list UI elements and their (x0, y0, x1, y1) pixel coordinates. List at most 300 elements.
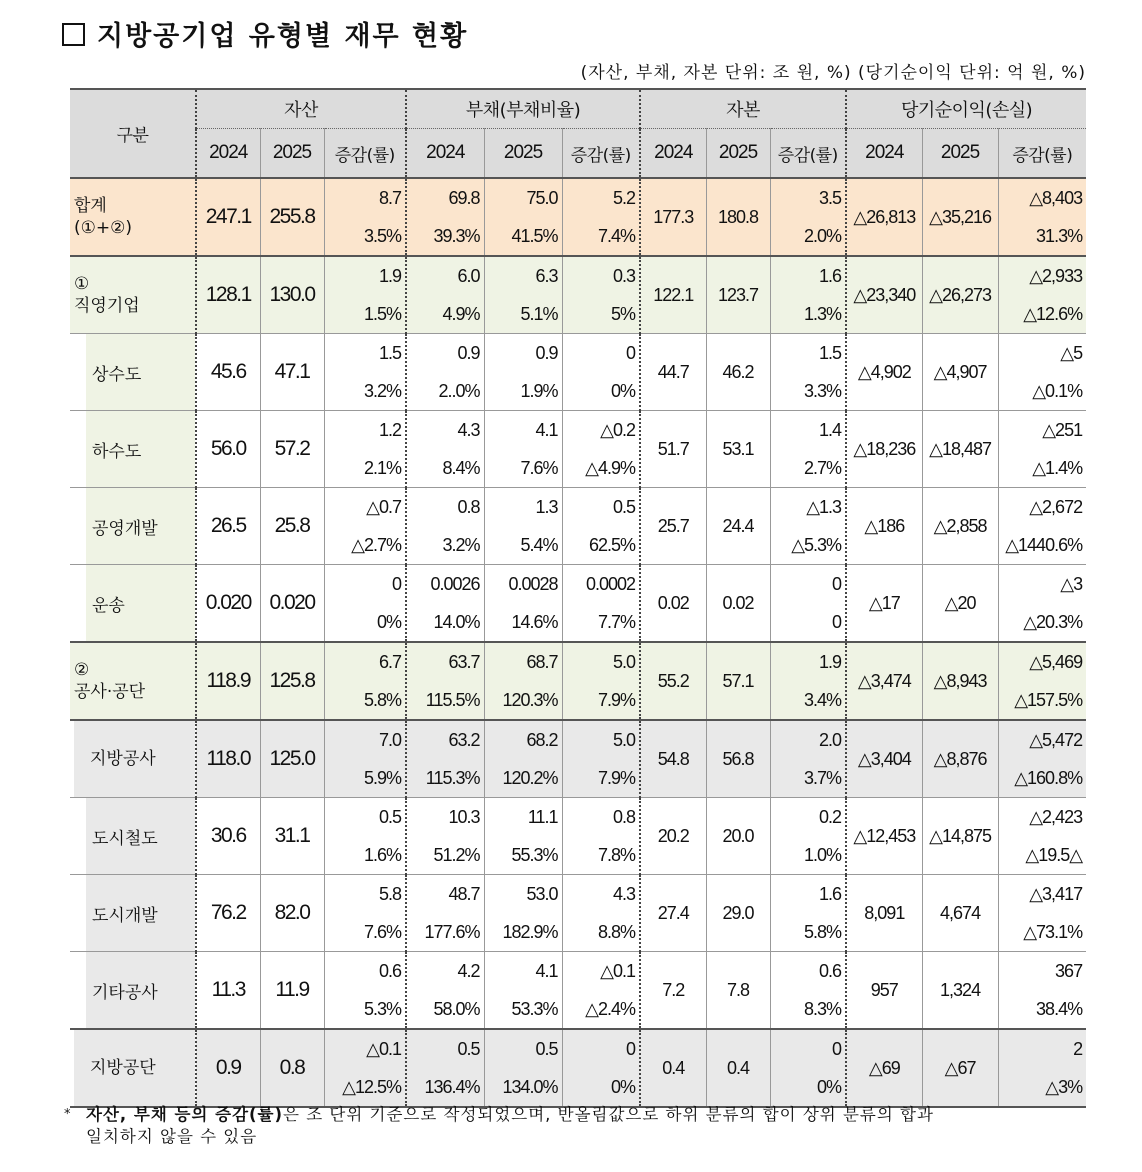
header-group-income: 당기순이익(손실) (846, 89, 1086, 129)
change-rate: 38.4% (1036, 999, 1083, 1019)
table-row (70, 1029, 1086, 1107)
change-value: 0.6 (819, 961, 842, 981)
change-cell (562, 798, 640, 875)
row-label-cell (70, 875, 196, 952)
change-cell (406, 565, 484, 643)
change-rate: △2.4% (585, 999, 636, 1019)
change-rate: 7.9% (598, 690, 636, 710)
change-value: 1.6 (819, 266, 842, 286)
row-label-cell (70, 720, 196, 798)
change-rate: 2..0% (438, 381, 480, 401)
change-value: 0.0026 (430, 574, 480, 594)
change-cell (998, 178, 1086, 256)
header-year: 2025 (922, 129, 998, 179)
footnote-mark: * (64, 1107, 72, 1122)
change-rate: 0% (817, 1077, 842, 1097)
header-group-debt: 부채(부채비율) (406, 89, 640, 129)
value-cell: 130.0 (260, 256, 324, 334)
change-rate: 7.9% (598, 768, 636, 788)
change-rate: △19.5△ (1025, 845, 1083, 865)
row-label: 하수도 (86, 411, 195, 487)
value-cell: △23,340 (846, 256, 922, 334)
value-cell: 0.02 (706, 565, 770, 643)
change-value: 5.0 (613, 652, 636, 672)
table-row (70, 256, 1086, 334)
change-value: 1.9 (378, 266, 402, 286)
value-cell: 123.7 (706, 256, 770, 334)
value-cell: 0.4 (706, 1029, 770, 1107)
change-rate: 3.3% (804, 381, 842, 401)
table-row (70, 411, 1086, 488)
change-rate: 14.6% (511, 612, 558, 632)
change-cell (324, 720, 406, 798)
value-cell: 1,324 (922, 952, 998, 1030)
change-cell (998, 642, 1086, 720)
change-rate: 3.2% (363, 381, 402, 401)
change-cell (998, 798, 1086, 875)
value-cell: △4,902 (846, 334, 922, 411)
row-label: 지방공사 (74, 721, 195, 797)
change-rate: 2.1% (363, 458, 402, 478)
change-value: 5.8 (378, 884, 402, 904)
row-label-cell (70, 565, 196, 643)
row-label-cell: ② 공사·공단 (70, 642, 196, 720)
change-rate: 0% (611, 1077, 636, 1097)
change-rate: 62.5% (589, 535, 636, 555)
change-rate: 3.2% (442, 535, 480, 555)
change-value: 1.6 (819, 884, 842, 904)
change-value: △0.1 (600, 961, 636, 981)
row-label-cell (70, 952, 196, 1030)
value-cell: 82.0 (260, 875, 324, 952)
change-value: △1.3 (806, 497, 842, 517)
change-rate: 0% (611, 381, 636, 401)
change-cell (406, 642, 484, 720)
change-cell (770, 720, 846, 798)
change-rate: 5.1% (520, 304, 558, 324)
change-value: 68.2 (526, 730, 558, 750)
header-year: 2025 (484, 129, 562, 179)
row-label: 상수도 (86, 334, 195, 410)
change-value: △0.7 (366, 497, 402, 517)
change-rate: 53.3% (511, 999, 558, 1019)
change-value: 5.2 (613, 188, 636, 208)
value-cell: 255.8 (260, 178, 324, 256)
change-cell (484, 256, 562, 334)
change-cell (324, 1029, 406, 1107)
change-cell (562, 565, 640, 643)
change-cell (562, 875, 640, 952)
change-value: 69.8 (448, 188, 480, 208)
page-title (62, 14, 468, 53)
table-row (70, 488, 1086, 565)
change-cell (562, 720, 640, 798)
header-year: 2024 (640, 129, 706, 179)
row-label: 도시철도 (86, 798, 195, 874)
change-rate: △5.3% (791, 535, 842, 555)
value-cell: 44.7 (640, 334, 706, 411)
change-value: 4.3 (613, 884, 636, 904)
change-rate: △2.7% (351, 535, 402, 555)
value-cell: 0.9 (196, 1029, 260, 1107)
change-cell (998, 334, 1086, 411)
change-rate: 115.5% (425, 690, 480, 710)
change-cell (484, 1029, 562, 1107)
change-cell (562, 334, 640, 411)
value-cell: 57.2 (260, 411, 324, 488)
table-row (70, 334, 1086, 411)
value-cell: △2,858 (922, 488, 998, 565)
value-cell: 4,674 (922, 875, 998, 952)
change-value: △2,672 (1029, 497, 1083, 517)
row-label: 도시개발 (86, 875, 195, 951)
value-cell: 957 (846, 952, 922, 1030)
value-cell: 125.8 (260, 642, 324, 720)
change-value: △0.2 (600, 420, 636, 440)
row-label-cell: ① 직영기업 (70, 256, 196, 334)
change-rate: 7.8% (598, 845, 636, 865)
value-cell: 30.6 (196, 798, 260, 875)
change-cell (998, 720, 1086, 798)
value-cell: 56.0 (196, 411, 260, 488)
header-year: 2024 (196, 129, 260, 179)
change-value: 0.6 (378, 961, 402, 981)
change-rate: △1.4% (1032, 458, 1083, 478)
change-rate: 7.4% (598, 226, 636, 246)
change-value: 63.7 (448, 652, 480, 672)
change-value: △2,423 (1029, 807, 1083, 827)
table-row (70, 875, 1086, 952)
page-title-text: 지방공기업 유형별 재무 현황 (97, 21, 469, 52)
row-label-cell: 합계 (①+②) (70, 178, 196, 256)
value-cell: 25.8 (260, 488, 324, 565)
value-cell: △12,453 (846, 798, 922, 875)
change-cell (484, 875, 562, 952)
value-cell: 20.0 (706, 798, 770, 875)
change-rate: 0% (377, 612, 402, 632)
change-cell (770, 875, 846, 952)
value-cell: △8,943 (922, 642, 998, 720)
row-label-cell (70, 411, 196, 488)
change-cell (324, 334, 406, 411)
change-cell (406, 1029, 484, 1107)
change-cell (324, 411, 406, 488)
value-cell: 0.8 (260, 1029, 324, 1107)
change-rate: 7.6% (520, 458, 558, 478)
value-cell: 45.6 (196, 334, 260, 411)
change-cell (406, 488, 484, 565)
change-rate: △12.5% (342, 1077, 402, 1097)
value-cell: 26.5 (196, 488, 260, 565)
change-cell (562, 411, 640, 488)
value-cell: 0.02 (640, 565, 706, 643)
change-cell (406, 875, 484, 952)
change-value: 8.7 (378, 188, 402, 208)
change-cell (324, 256, 406, 334)
change-value: 1.3 (535, 497, 558, 517)
change-rate: 1.0% (804, 845, 842, 865)
change-rate: 5.9% (363, 768, 402, 788)
checkbox-square-icon (62, 23, 85, 46)
change-rate: △157.5% (1014, 690, 1083, 710)
change-value: 48.7 (448, 884, 480, 904)
change-cell (770, 256, 846, 334)
change-value: 0.2 (819, 807, 842, 827)
change-value: 0.5 (457, 1039, 480, 1059)
change-cell (484, 642, 562, 720)
change-value: 6.0 (457, 266, 480, 286)
change-value: 5.0 (613, 730, 636, 750)
change-value: 4.2 (457, 961, 480, 981)
value-cell: 46.2 (706, 334, 770, 411)
change-value: 0.5 (613, 497, 636, 517)
change-value: 1.2 (378, 420, 402, 440)
change-rate: 134.0% (502, 1077, 558, 1097)
change-cell (770, 565, 846, 643)
change-value: 7.0 (378, 730, 402, 750)
change-rate: 3.7% (804, 768, 842, 788)
value-cell: 118.0 (196, 720, 260, 798)
change-cell (484, 720, 562, 798)
value-cell: 11.3 (196, 952, 260, 1030)
change-rate: 31.3% (1036, 226, 1083, 246)
change-value: 3.5 (819, 188, 842, 208)
row-label-cell (70, 334, 196, 411)
header-change: 증감(률) (770, 129, 846, 179)
change-rate: 115.3% (425, 768, 480, 788)
change-cell (562, 178, 640, 256)
table-row (70, 178, 1086, 256)
change-rate: △160.8% (1014, 768, 1083, 788)
value-cell: 11.9 (260, 952, 324, 1030)
change-rate: 5.3% (363, 999, 402, 1019)
change-value: 1.9 (819, 652, 842, 672)
change-rate: 3.4% (804, 690, 842, 710)
value-cell: 247.1 (196, 178, 260, 256)
change-cell (324, 952, 406, 1030)
value-cell: 7.8 (706, 952, 770, 1030)
change-value: △5,472 (1029, 730, 1083, 750)
change-cell (484, 334, 562, 411)
change-rate: 7.6% (363, 922, 402, 942)
change-cell (770, 488, 846, 565)
change-value: 0.9 (535, 343, 558, 363)
value-cell: 8,091 (846, 875, 922, 952)
table-row (70, 798, 1086, 875)
change-value: 10.3 (448, 807, 480, 827)
change-rate: △12.6% (1023, 304, 1083, 324)
value-cell: 76.2 (196, 875, 260, 952)
change-cell (770, 642, 846, 720)
footnote-text-line2: 일치하지 않을 수 있음 (86, 1127, 258, 1146)
change-rate: △1440.6% (1005, 535, 1083, 555)
change-value: △0.1 (366, 1039, 402, 1059)
change-value: 4.1 (535, 961, 558, 981)
value-cell: 177.3 (640, 178, 706, 256)
header-year: 2024 (846, 129, 922, 179)
value-cell: 0.020 (196, 565, 260, 643)
table-row (70, 565, 1086, 643)
header-category: 구분 (70, 89, 196, 178)
value-cell: 27.4 (640, 875, 706, 952)
header-year: 2024 (406, 129, 484, 179)
change-rate: 1.6% (363, 845, 402, 865)
footnote-bold: 자산, 부채 등의 증감(률) (86, 1105, 284, 1124)
change-rate: 182.9% (502, 922, 558, 942)
change-cell (998, 1029, 1086, 1107)
change-value: 2 (1073, 1039, 1083, 1059)
change-cell (406, 334, 484, 411)
header-year: 2025 (706, 129, 770, 179)
change-rate: 5% (611, 304, 636, 324)
change-cell (562, 642, 640, 720)
value-cell: △26,273 (922, 256, 998, 334)
footnote-text: 은 조 단위 기준으로 작성되었으며, 반올림값으로 하위 분류의 합이 상위 분류의 합과 (283, 1105, 934, 1124)
value-cell: △18,487 (922, 411, 998, 488)
value-cell: △69 (846, 1029, 922, 1107)
value-cell: 25.7 (640, 488, 706, 565)
change-rate: 2.0% (804, 226, 842, 246)
value-cell: 128.1 (196, 256, 260, 334)
header-year: 2025 (260, 129, 324, 179)
change-cell (770, 952, 846, 1030)
value-cell: 122.1 (640, 256, 706, 334)
table-row (70, 952, 1086, 1030)
change-cell (324, 178, 406, 256)
change-cell (484, 411, 562, 488)
value-cell: 56.8 (706, 720, 770, 798)
row-label-cell (70, 488, 196, 565)
change-cell (998, 256, 1086, 334)
change-cell (484, 952, 562, 1030)
change-rate: 51.2% (433, 845, 480, 865)
value-cell: 24.4 (706, 488, 770, 565)
change-cell (770, 178, 846, 256)
value-cell: △8,876 (922, 720, 998, 798)
change-rate: △20.3% (1023, 612, 1083, 632)
change-value: 0.3 (613, 266, 636, 286)
value-cell: 57.1 (706, 642, 770, 720)
change-value: 0.5 (378, 807, 402, 827)
change-value: 0.0028 (508, 574, 558, 594)
change-value: 0 (832, 574, 842, 594)
change-rate: 8.8% (598, 922, 636, 942)
value-cell: 51.7 (640, 411, 706, 488)
change-rate: 0 (832, 612, 842, 632)
change-rate: 4.9% (442, 304, 480, 324)
change-cell (998, 488, 1086, 565)
change-rate: 14.0% (433, 612, 480, 632)
change-rate: 41.5% (511, 226, 558, 246)
change-value: 2.0 (819, 730, 842, 750)
table-body (70, 178, 1086, 1107)
value-cell: △67 (922, 1029, 998, 1107)
value-cell: △26,813 (846, 178, 922, 256)
unit-note: (자산, 부채, 자본 단위: 조 원, %) (당기순이익 단위: 억 원, %) (580, 63, 1086, 83)
table-row (70, 642, 1086, 720)
value-cell: 180.8 (706, 178, 770, 256)
change-cell (324, 798, 406, 875)
value-cell: 53.1 (706, 411, 770, 488)
change-value: 0 (832, 1039, 842, 1059)
change-rate: 5.8% (363, 690, 402, 710)
change-value: △8,403 (1029, 188, 1083, 208)
value-cell: 54.8 (640, 720, 706, 798)
change-value: 75.0 (526, 188, 558, 208)
change-cell (324, 488, 406, 565)
value-cell: 7.2 (640, 952, 706, 1030)
change-rate: 136.4% (424, 1077, 480, 1097)
change-rate: 177.6% (424, 922, 480, 942)
change-rate: 55.3% (511, 845, 558, 865)
change-cell (484, 178, 562, 256)
value-cell: 55.2 (640, 642, 706, 720)
value-cell: △17 (846, 565, 922, 643)
change-cell (324, 642, 406, 720)
change-cell (406, 178, 484, 256)
change-value: △5 (1060, 343, 1083, 363)
change-cell (998, 565, 1086, 643)
change-rate: 2.7% (804, 458, 842, 478)
change-cell (406, 411, 484, 488)
change-cell (770, 798, 846, 875)
header-group-capital: 자본 (640, 89, 846, 129)
change-value: 0 (626, 343, 636, 363)
change-cell (562, 1029, 640, 1107)
value-cell: △20 (922, 565, 998, 643)
header-change: 증감(률) (562, 129, 640, 179)
value-cell: 29.0 (706, 875, 770, 952)
change-value: 11.1 (527, 807, 558, 827)
change-rate: △4.9% (585, 458, 636, 478)
value-cell: △3,474 (846, 642, 922, 720)
change-cell (406, 720, 484, 798)
footnote (64, 1104, 1086, 1148)
value-cell: 0.020 (260, 565, 324, 643)
change-cell (484, 565, 562, 643)
change-cell (484, 798, 562, 875)
change-cell (998, 411, 1086, 488)
change-value: 63.2 (448, 730, 480, 750)
row-label: 지방공단 (74, 1030, 195, 1106)
value-cell: 47.1 (260, 334, 324, 411)
change-value: 53.0 (526, 884, 558, 904)
change-value: 68.7 (526, 652, 558, 672)
change-value: 1.5 (378, 343, 402, 363)
change-cell (406, 798, 484, 875)
row-label: 기타공사 (86, 952, 195, 1028)
change-value: 0.0002 (585, 574, 636, 594)
change-rate: 1.9% (520, 381, 558, 401)
value-cell: 20.2 (640, 798, 706, 875)
change-rate: 3.5% (363, 226, 402, 246)
change-rate: △73.1% (1023, 922, 1083, 942)
change-value: △5,469 (1029, 652, 1083, 672)
finance-table (70, 88, 1086, 1108)
change-value: 0 (626, 1039, 636, 1059)
value-cell: △186 (846, 488, 922, 565)
change-cell (324, 875, 406, 952)
value-cell: △14,875 (922, 798, 998, 875)
change-value: 6.7 (378, 652, 402, 672)
change-cell (770, 1029, 846, 1107)
change-value: 1.4 (819, 420, 842, 440)
change-cell (770, 334, 846, 411)
row-label-cell (70, 1029, 196, 1107)
value-cell: 31.1 (260, 798, 324, 875)
change-rate: 1.3% (804, 304, 842, 324)
change-cell (998, 875, 1086, 952)
